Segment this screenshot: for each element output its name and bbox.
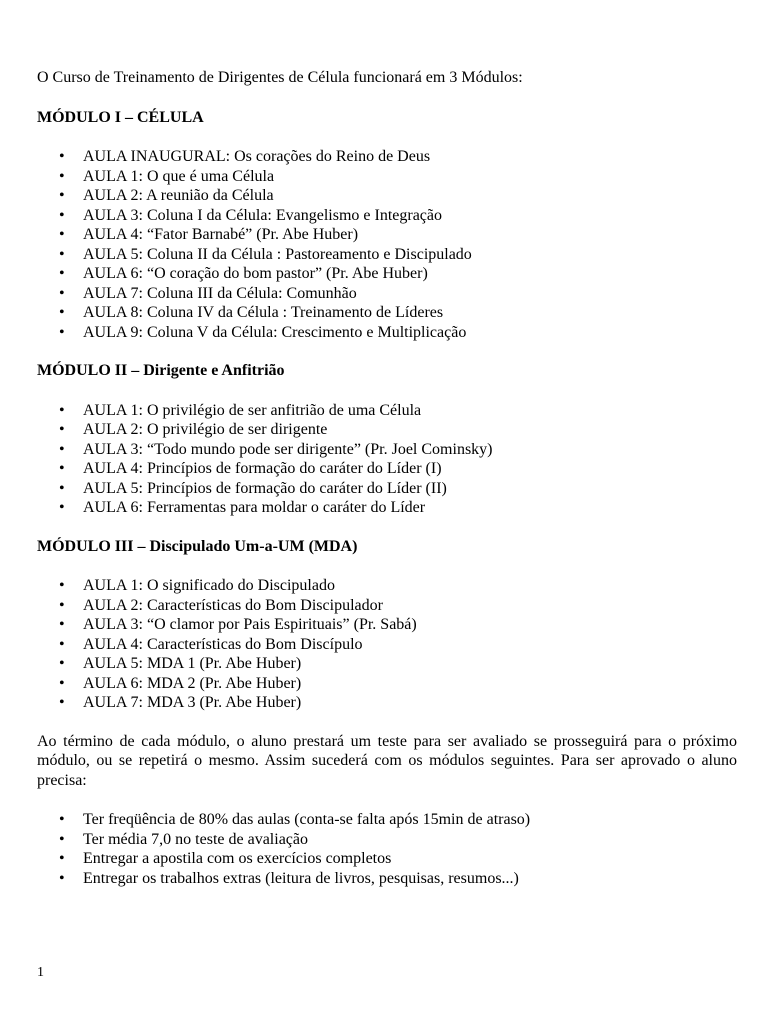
- list-item: • AULA 2: O privilégio de ser dirigente: [37, 420, 737, 440]
- list-item: • AULA 2: Características do Bom Discipulador: [37, 596, 737, 616]
- module-3-heading: [37, 537, 737, 557]
- list-item: • AULA 3: “O clamor por Pais Espirituais” (Pr. Sabá): [37, 615, 737, 635]
- list-item: • AULA 4: Características do Bom Discípulo: [37, 635, 737, 655]
- intro-paragraph: O Curso de Treinamento de Dirigentes de Célula funcionará em 3 Módulos:: [37, 69, 523, 86]
- module-1-heading: [37, 108, 737, 128]
- module-3-heading-title: Discipulado Um-a-UM (MDA): [149, 537, 358, 555]
- list-item: • Ter média 7,0 no teste de avaliação: [37, 830, 737, 850]
- module-2: [37, 361, 737, 518]
- list-item: • AULA 6: Ferramentas para moldar o caráter do Líder: [37, 498, 737, 518]
- list-item: • AULA 9: Coluna V da Célula: Crescimento e Multiplicação: [37, 323, 737, 343]
- list-item: • AULA 1: O que é uma Célula: [37, 167, 737, 187]
- list-item: • Entregar os trabalhos extras (leitura de livros, pesquisas, resumos...): [37, 869, 737, 889]
- module-2-heading-prefix: MÓDULO II –: [37, 362, 144, 379]
- list-item: • AULA 4: “Fator Barnabé” (Pr. Abe Huber): [37, 225, 737, 245]
- list-item: • AULA 2: A reunião da Célula: [37, 186, 737, 206]
- list-item: • AULA 4: Princípios de formação do caráter do Líder (I): [37, 459, 737, 479]
- list-item: • AULA 5: MDA 1 (Pr. Abe Huber): [37, 654, 737, 674]
- module-3: [37, 537, 737, 713]
- module-2-heading: [37, 361, 737, 381]
- module-1-heading-title: CÉLULA: [137, 108, 204, 126]
- list-item: • AULA 3: “Todo mundo pode ser dirigente” (Pr. Joel Cominsky): [37, 440, 737, 460]
- list-item: • AULA 6: MDA 2 (Pr. Abe Huber): [37, 674, 737, 694]
- list-item: • AULA 1: O significado do Discipulado: [37, 576, 737, 596]
- requirements-list: [37, 810, 737, 888]
- module-1-heading-prefix: MÓDULO I –: [37, 108, 137, 126]
- document-page: [37, 68, 737, 907]
- list-item: • AULA 5: Coluna II da Célula : Pastoreamento e Discipulado: [37, 245, 737, 265]
- page-number: 1: [37, 965, 44, 980]
- module-1-list: [37, 147, 737, 342]
- module-3-list: [37, 576, 737, 713]
- list-item: • AULA 5: Princípios de formação do caráter do Líder (II): [37, 479, 737, 499]
- list-item: • AULA 3: Coluna I da Célula: Evangelismo e Integração: [37, 206, 737, 226]
- module-1: [37, 108, 737, 343]
- module-2-list: [37, 401, 737, 518]
- list-item: • AULA 7: MDA 3 (Pr. Abe Huber): [37, 693, 737, 713]
- list-item: • AULA INAUGURAL: Os corações do Reino de Deus: [37, 147, 737, 167]
- list-item: • AULA 7: Coluna III da Célula: Comunhão: [37, 284, 737, 304]
- module-3-heading-prefix: MÓDULO III –: [37, 537, 150, 555]
- list-item: • Entregar a apostila com os exercícios completos: [37, 849, 737, 869]
- closing-paragraph: Ao término de cada módulo, o aluno prestará um teste para ser avaliado se prosseguirá para o próximo módulo, ou se repetirá o mesmo. Assim sucederá com os módulos seguintes. Para ser aprovado o aluno precisa:: [37, 732, 737, 789]
- module-2-heading-title: Dirigente e Anfitrião: [143, 362, 285, 379]
- list-item: • Ter freqüência de 80% das aulas (conta-se falta após 15min de atraso): [37, 810, 737, 830]
- list-item: • AULA 1: O privilégio de ser anfitrião de uma Célula: [37, 401, 737, 421]
- list-item: • AULA 8: Coluna IV da Célula : Treinamento de Líderes: [37, 303, 737, 323]
- list-item: • AULA 6: “O coração do bom pastor” (Pr. Abe Huber): [37, 264, 737, 284]
